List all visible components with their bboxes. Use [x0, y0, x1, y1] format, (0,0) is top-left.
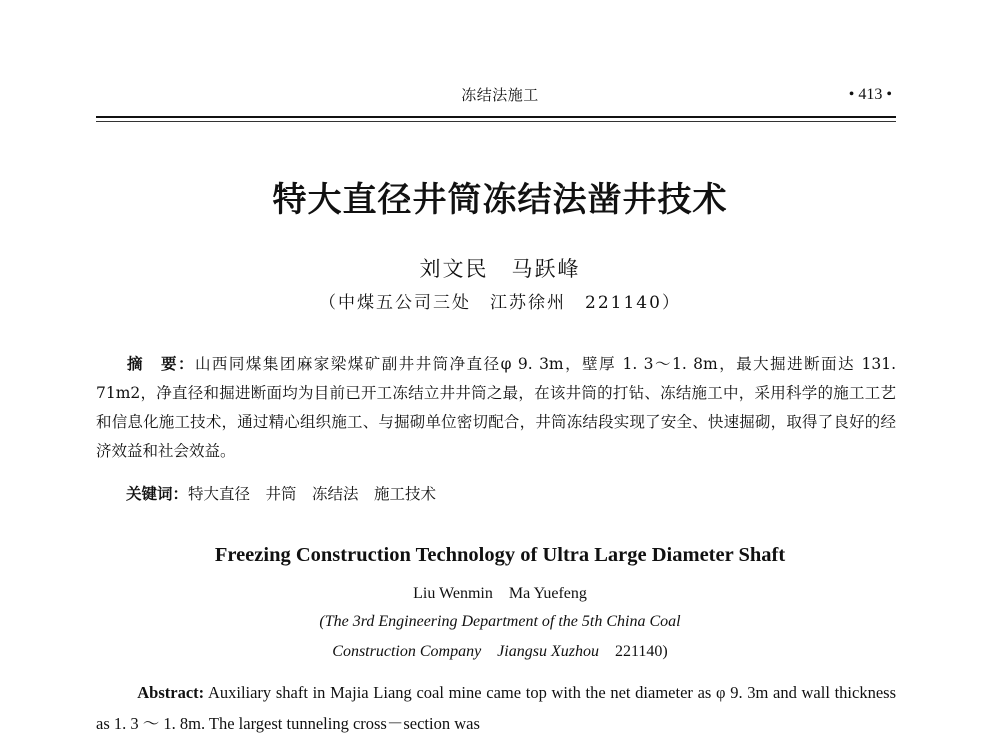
- paper-title-en: Freezing Construction Technology of Ultra Large Diameter Shaft: [214, 544, 786, 566]
- abstract-zh-text: 山西同煤集团麻家梁煤矿副井井筒净直径φ 9. 3m，壁厚 1. 3～1. 8m，最大掘进断面达 131. 71m2，净直径和掘进断面均为目前已开工冻结立井井筒之最，在该井筒的打钻、冻结施工中，采用科学的施工工艺和信息化施工技术，通过精心组织施工、与掘砌单位密切配合，井筒冻结段实现了安全、快速掘砌，取得了良好的经济效益和社会效益。: [96, 355, 896, 460]
- affiliation-zh: （中煤五公司三处 江苏徐州 221140）: [319, 293, 681, 313]
- page-number: • 413 •: [848, 86, 892, 103]
- abstract-zh: [96, 350, 896, 466]
- affiliation-en-line1: (The 3rd Engineering Department of the 5th China Coal: [319, 613, 681, 630]
- abstract-en-text: Auxiliary shaft in Majia Liang coal mine came top with the net diameter as φ 9. 3m and wall thickness as 1. 3 ～ 1. 8m. The largest tunneling cross－section was: [96, 683, 897, 733]
- keywords-zh: [126, 482, 896, 504]
- abstract-zh-label: 摘 要：: [127, 355, 195, 373]
- affiliation-en-org: Construction Company Jiangsu Xuzhou: [332, 643, 599, 660]
- running-header-section: 冻结法施工: [461, 86, 539, 104]
- authors-en: Liu Wenmin Ma Yuefeng: [413, 585, 587, 602]
- keywords-zh-label: 关键词：: [126, 485, 189, 503]
- authors-zh: 刘文民 马跃峰: [419, 257, 581, 281]
- affiliation-en-line2: [0, 637, 1000, 667]
- affiliation-en: [0, 607, 1000, 667]
- abstract-en-label: Abstract:: [137, 683, 205, 702]
- abstract-en: [96, 677, 896, 739]
- header-rule-thin: [96, 121, 896, 122]
- keywords-zh-text: 特大直径 井筒 冻结法 施工技术: [188, 485, 437, 503]
- affiliation-en-postcode: 221140): [614, 643, 668, 660]
- paper-title-zh: 特大直径井筒冻结法凿井技术: [272, 180, 728, 220]
- header-rule-thick: [96, 116, 896, 118]
